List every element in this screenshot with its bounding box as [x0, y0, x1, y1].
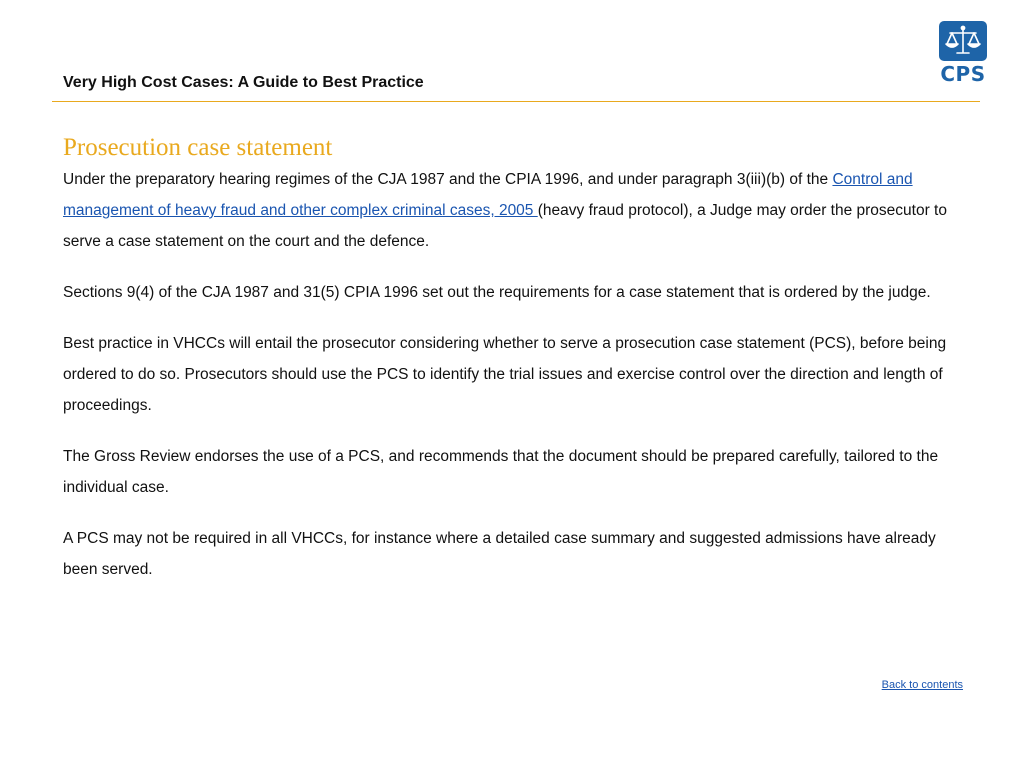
paragraph-4: The Gross Review endorses the use of a PCS, and recommends that the document should be prepared carefully, tailored to the individual case. [63, 448, 939, 496]
content-body [63, 164, 968, 605]
paragraph-3: Best practice in VHCCs will entail the prosecutor considering whether to serve a prosecution case statement (PCS), before being ordered to do so. Prosecutors should use the PCS to identify the trial issues and exercise control over the direction and length of proceedings. [63, 335, 947, 414]
paragraph-1 [63, 164, 968, 257]
header-divider [52, 101, 980, 102]
paragraph-5: A PCS may not be required in all VHCCs, for instance where a detailed case summary and suggested admissions have already been served. [63, 530, 936, 578]
logo-badge [939, 21, 987, 61]
paragraph-1-lead: Under the preparatory hearing regimes of the CJA 1987 and the CPIA 1996, and under paragraph 3(iii)(b) of the [63, 171, 833, 188]
document-title: Very High Cost Cases: A Guide to Best Practice [63, 74, 424, 91]
heavy-fraud-protocol-link[interactable]: Control and management of heavy fraud and other complex criminal cases, 2005 [63, 171, 913, 219]
paragraph-2: Sections 9(4) of the CJA 1987 and 31(5) CPIA 1996 set out the requirements for a case statement that is ordered by the judge. [63, 284, 931, 301]
logo-text: CPS [940, 62, 986, 86]
back-to-contents-link[interactable]: Back to contents [881, 679, 963, 691]
scales-of-justice-icon [939, 21, 987, 61]
paragraph-1-tail: (heavy fraud protocol), a Judge may order the prosecutor to serve a case statement on the court and the defence. [63, 202, 947, 250]
section-heading: Prosecution case statement [63, 134, 333, 161]
cps-logo [938, 21, 988, 91]
